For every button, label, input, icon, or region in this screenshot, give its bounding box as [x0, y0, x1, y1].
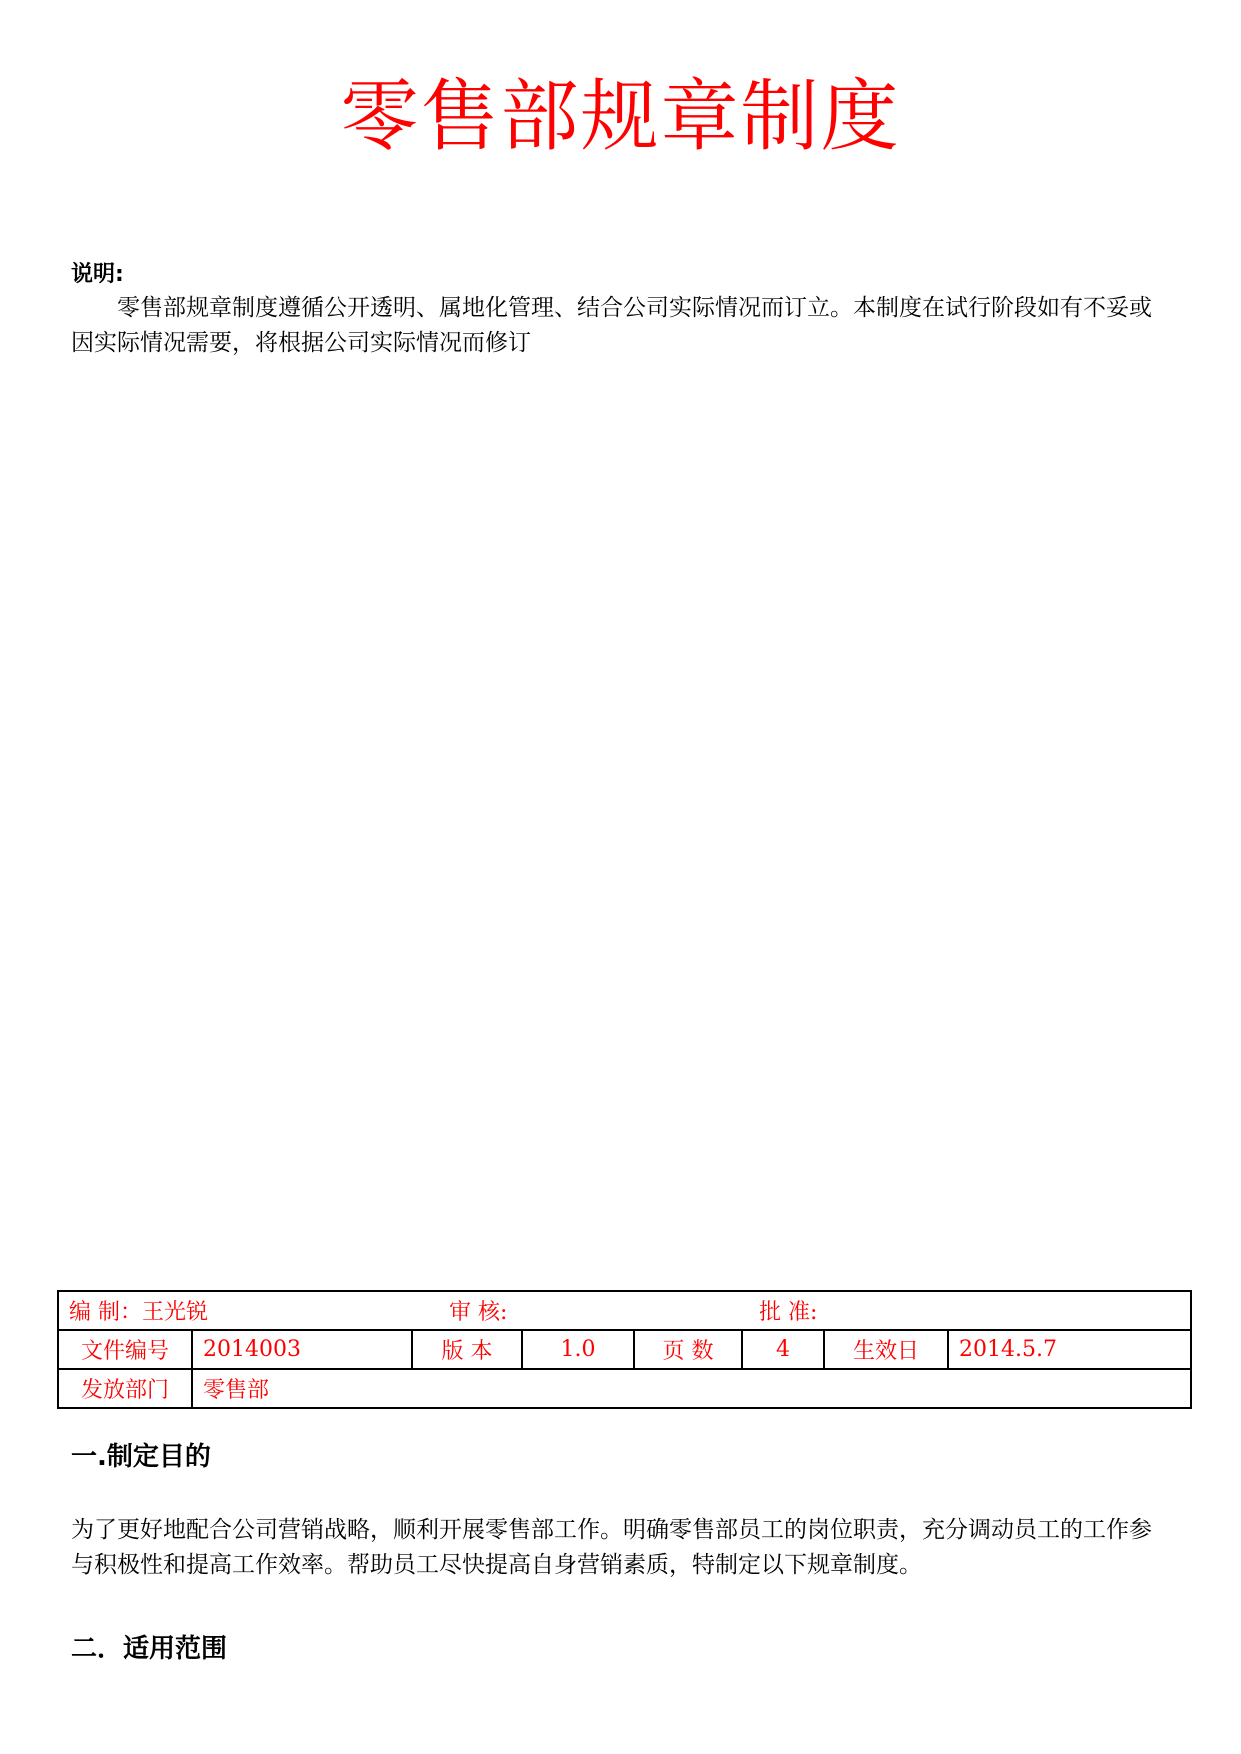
signoff-cell	[58, 1291, 1191, 1330]
compiler-label: 编 制：	[69, 1300, 142, 1325]
dept-label: 发放部门	[58, 1369, 192, 1408]
document-meta-table	[57, 1290, 1192, 1409]
effective-label: 生效日	[824, 1330, 948, 1369]
effective-date-value: 2014.5.7	[948, 1330, 1191, 1369]
meta-row-dept	[58, 1369, 1191, 1408]
pages-value: 4	[742, 1330, 824, 1369]
section-heading-purpose: 一.制定目的	[71, 1442, 211, 1472]
dept-value: 零售部	[192, 1369, 1191, 1408]
compiler-field	[69, 1295, 449, 1326]
meta-row-signoff	[58, 1291, 1191, 1330]
section-body-purpose: 为了更好地配合公司营销战略，顺利开展零售部工作。明确零售部员工的岗位职责，充分调动员工的工作参与积极性和提高工作效率。帮助员工尽快提高自身营销素质，特制定以下规章制度。	[71, 1517, 1152, 1578]
approve-label: 批 准:	[759, 1300, 818, 1325]
pages-label: 页 数	[634, 1330, 742, 1369]
version-label: 版 本	[412, 1330, 522, 1369]
compiler-name: 王光锐	[142, 1300, 209, 1325]
file-no-value: 2014003	[192, 1330, 412, 1369]
note-label: 说明:	[71, 262, 124, 287]
version-value: 1.0	[522, 1330, 634, 1369]
note-body: 零售部规章制度遵循公开透明、属地化管理、结合公司实际情况而订立。本制度在试行阶段如有不妥或因实际情况需要，将根据公司实际情况而修订	[71, 295, 1152, 356]
section-heading-scope: 二．适用范围	[71, 1634, 228, 1664]
review-label: 审 核:	[449, 1300, 508, 1325]
file-no-label: 文件编号	[58, 1330, 192, 1369]
document-title: 零售部规章制度	[340, 72, 901, 162]
meta-row-file-info	[58, 1330, 1191, 1369]
